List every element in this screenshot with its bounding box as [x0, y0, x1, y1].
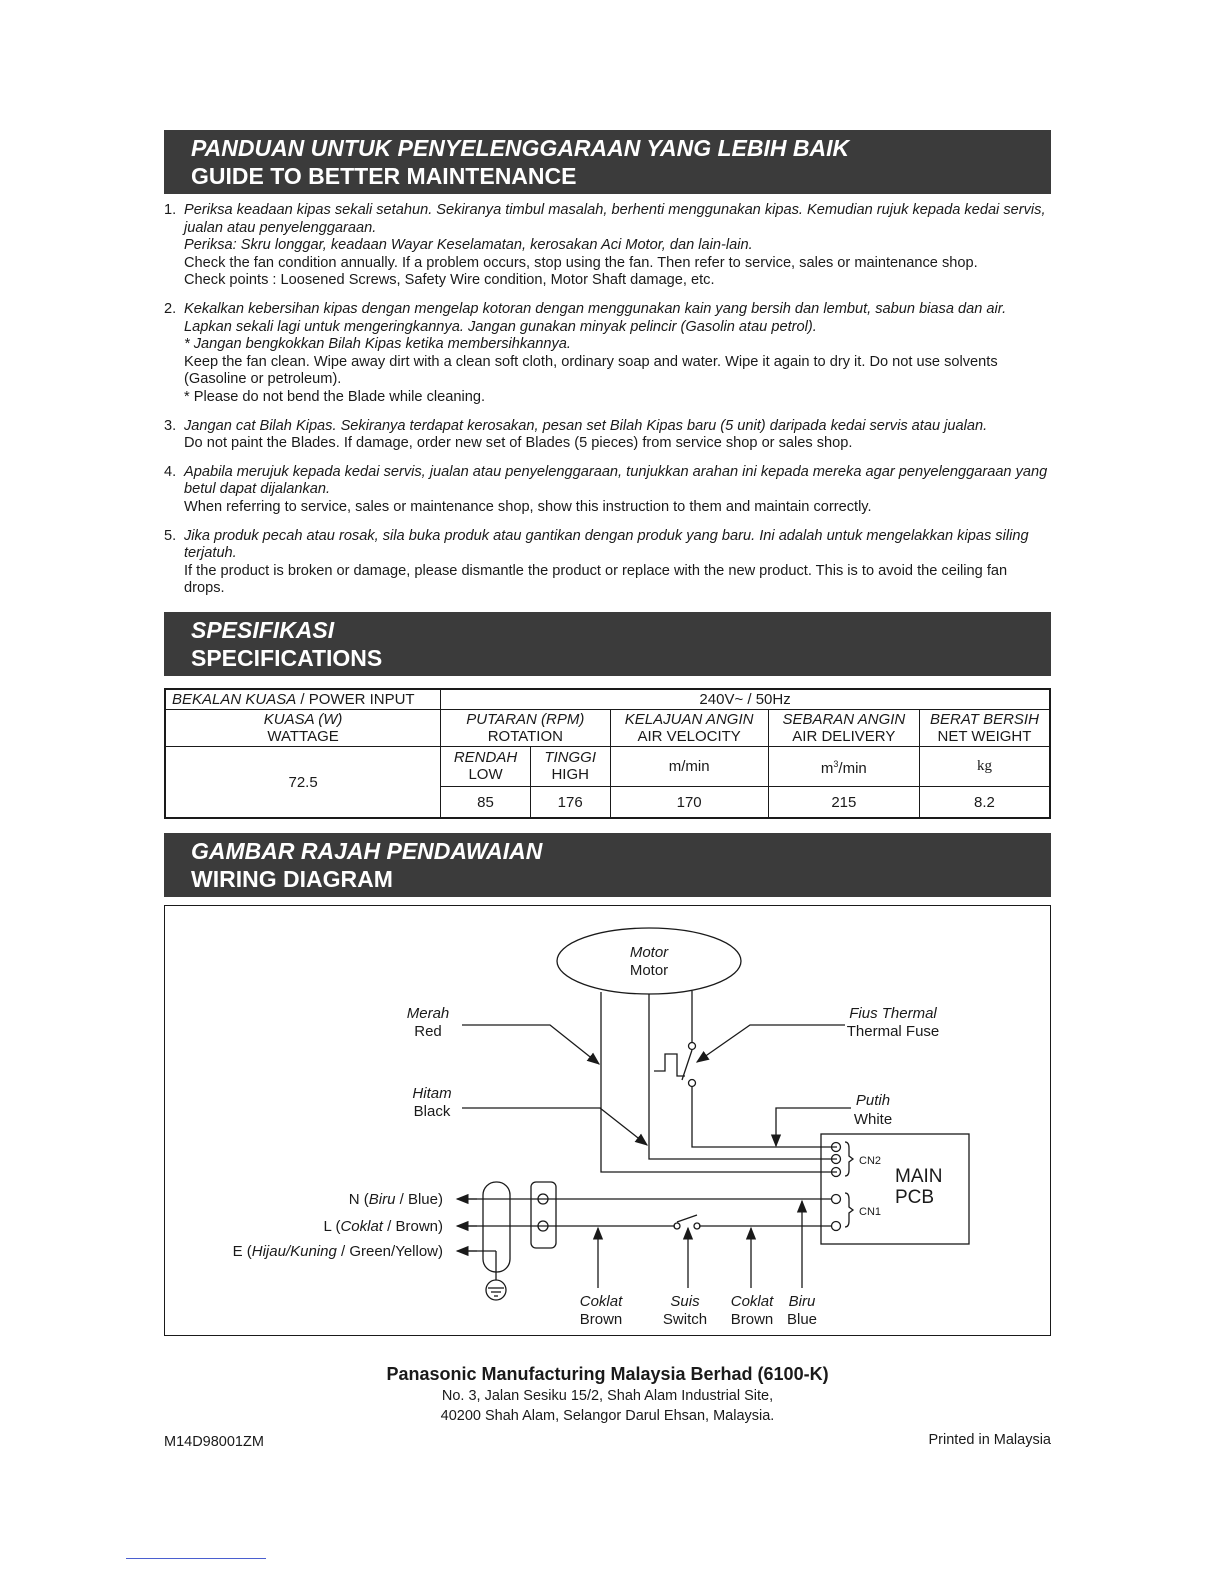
fuse-contact	[689, 1043, 696, 1050]
earth-symbol	[486, 1280, 506, 1300]
brown1-label-ms: Coklat	[579, 1293, 623, 1311]
wattage-value: 72.5	[165, 746, 441, 818]
black-label-ms: Hitam	[412, 1085, 452, 1103]
velocity-unit: m/min	[610, 746, 768, 786]
white-label-ms: Putih	[855, 1092, 891, 1110]
item-text-ms: Apabila merujuk kepada kedai servis, jualan atau penyelenggaraan, tunjukkan arahan ini kepada mereka agar penyelenggaraan yang betul dapat dijalankan.	[184, 463, 1048, 498]
item-number: 5.	[164, 527, 177, 544]
cn1-label: CN1	[859, 1206, 882, 1219]
manual-page	[164, 130, 1051, 1336]
red-leader	[462, 1025, 599, 1064]
white-leader	[776, 1108, 851, 1146]
table-row	[165, 709, 1050, 746]
company-name: Panasonic Manufacturing Malaysia Berhad (6100-K)	[386, 1364, 829, 1384]
item-text-en-2: * Please do not bend the Blade while cleaning.	[184, 388, 486, 405]
item-text-ms-2: * Jangan bengkokkan Bilah Kipas ketika membersihkannya.	[184, 336, 571, 353]
delivery-value: 215	[768, 786, 919, 818]
blue-label-ms: Biru	[788, 1293, 816, 1311]
velocity-value: 170	[610, 786, 768, 818]
switch-label-en: Switch	[662, 1311, 708, 1329]
motor-label-en: Motor	[629, 962, 669, 980]
switch-label-ms: Suis	[670, 1293, 700, 1311]
wiring-svg	[165, 906, 1050, 1335]
pcb-label-2: PCB	[895, 1187, 935, 1209]
cn2-label: CN2	[859, 1155, 882, 1168]
item-text-ms: Periksa keadaan kipas sekali setahun. Sekiranya timbul masalah, berhenti menggunakan kipas. Kemudian rujuk kepada kedai servis, jualan atau penyelenggaraan.	[184, 202, 1046, 236]
blue-label-en: Blue	[786, 1311, 818, 1329]
n-label: N (Biru / Blue)	[348, 1191, 443, 1209]
fuse-leader	[697, 1025, 845, 1062]
brown2-label-ms: Coklat	[730, 1293, 774, 1311]
pcb-label-1: MAIN	[895, 1166, 943, 1188]
specifications-table	[164, 688, 1051, 820]
fuse-wire-bottom	[692, 1086, 837, 1147]
e-label: E (Hijau/Kuning / Green/Yellow)	[232, 1243, 443, 1261]
cn1-brace	[845, 1193, 853, 1227]
low-header: RENDAH LOW	[441, 746, 531, 786]
red-label-ms: Merah	[406, 1005, 450, 1023]
maintenance-list	[164, 202, 1051, 598]
motor-label-ms: Motor	[629, 944, 669, 962]
item-text-ms: Jika produk pecah atau rosak, sila buka produk atau gantikan dengan produk yang baru. Ini adalah untuk mengelakkan kipas siling terjatuh.	[184, 527, 1029, 562]
low-value: 85	[441, 786, 531, 818]
maintenance-item	[164, 464, 1051, 517]
fuse-label-en: Thermal Fuse	[846, 1023, 940, 1041]
wiring-diagram	[164, 905, 1051, 1336]
weight-value: 8.2	[919, 786, 1050, 818]
maintenance-title-en: GUIDE TO BETTER MAINTENANCE	[191, 163, 577, 189]
brown2-label-en: Brown	[730, 1311, 774, 1329]
weight-unit: kg	[919, 746, 1050, 786]
black-leader	[462, 1108, 647, 1145]
table-row	[165, 746, 1050, 786]
maintenance-item	[164, 418, 1051, 453]
item-number: 3.	[164, 417, 177, 434]
wiring-title-ms: GAMBAR RAJAH PENDAWAIAN	[191, 838, 543, 865]
fuse-contact	[689, 1080, 696, 1087]
cn1-pin	[832, 1195, 841, 1204]
item-text-ms: Jangan cat Bilah Kipas. Sekiranya terdapat kerosakan, pesan set Bilah Kipas baru (5 unit) daripada kedai servis atau jualan.	[184, 417, 988, 434]
white-label-en: White	[853, 1111, 893, 1129]
high-value: 176	[530, 786, 610, 818]
weight-header: BERAT BERSIH NET WEIGHT	[919, 709, 1050, 746]
item-text-en: If the product is broken or damage, please dismantle the product or replace with the new product. This is to avoid the ceiling fan drops.	[184, 562, 1008, 597]
printed-in: Printed in Malaysia	[928, 1432, 1051, 1448]
table-row	[165, 689, 1050, 710]
red-wire	[601, 992, 837, 1172]
delivery-unit: $m^3/\min$	[768, 746, 919, 786]
fuse-bimetal	[654, 1054, 685, 1076]
item-number: 4.	[164, 463, 177, 480]
wiring-title-en: WIRING DIAGRAM	[191, 866, 393, 893]
wiring-header	[164, 833, 1051, 897]
wattage-header: KUASA (W) WATTAGE	[165, 709, 441, 746]
cn2-brace	[845, 1142, 853, 1176]
document-number: M14D98001ZM	[164, 1434, 264, 1450]
item-text-en: Check the fan condition annually. If a problem occurs, stop using the fan. Then refer to service, sales or maintenance shop.	[184, 254, 978, 271]
item-text-en: Keep the fan clean. Wipe away dirt with a clean soft cloth, ordinary soap and water. Wipe it again to dry it. Do not use solvents (Gasoline or petroleum).	[184, 353, 998, 388]
item-text-ms-2: Periksa: Skru longgar, keadaan Wayar Keselamatan, kerosakan Aci Motor, dan lain-lain.	[184, 237, 753, 254]
specifications-title-ms: SPESIFIKASI	[191, 616, 335, 643]
maintenance-item	[164, 301, 1051, 407]
maintenance-item	[164, 528, 1051, 598]
power-input-value: 240V~ / 50Hz	[441, 689, 1050, 710]
motor-ellipse	[557, 928, 741, 994]
brown1-label-en: Brown	[579, 1311, 623, 1329]
address-line-1: No. 3, Jalan Sesiku 15/2, Shah Alam Industrial Site,	[441, 1388, 774, 1404]
divider	[126, 1558, 266, 1559]
maintenance-title-ms: PANDUAN UNTUK PENYELENGGARAAN YANG LEBIH BAIK	[191, 135, 850, 161]
rotation-header: PUTARAN (RPM) ROTATION	[441, 709, 610, 746]
specifications-header	[164, 612, 1051, 676]
specifications-title-en: SPECIFICATIONS	[191, 644, 383, 671]
black-label-en: Black	[413, 1103, 451, 1121]
terminal-block	[531, 1182, 556, 1248]
item-text-en: Do not paint the Blades. If damage, order new set of Blades (5 pieces) from service shop or sales shop.	[184, 435, 853, 452]
switch-lever	[677, 1215, 697, 1222]
item-text-en-2: Check points : Loosened Screws, Safety Wire condition, Motor Shaft damage, etc.	[184, 272, 715, 289]
l-label: L (Coklat / Brown)	[323, 1218, 443, 1236]
item-number: 2.	[164, 300, 177, 317]
wiring-section	[164, 833, 1051, 1336]
item-text-en: When referring to service, sales or maintenance shop, show this instruction to them and maintain correctly.	[184, 498, 872, 515]
maintenance-item	[164, 202, 1051, 290]
item-number: 1.	[164, 202, 177, 218]
red-label-en: Red	[414, 1023, 442, 1041]
footer	[164, 1362, 1051, 1426]
specifications-section	[164, 612, 1051, 820]
delivery-header: SEBARAN ANGIN AIR DELIVERY	[768, 709, 919, 746]
cn1-pin	[832, 1222, 841, 1231]
fuse-label-ms: Fius Thermal	[849, 1005, 937, 1023]
velocity-header: KELAJUAN ANGIN AIR VELOCITY	[610, 709, 768, 746]
address-line-2: 40200 Shah Alam, Selangor Darul Ehsan, Malaysia.	[440, 1408, 775, 1424]
maintenance-header	[164, 130, 1051, 194]
high-header: TINGGI HIGH	[530, 746, 610, 786]
power-input-label: BEKALAN KUASA / POWER INPUT	[165, 689, 441, 710]
item-text-ms: Kekalkan kebersihan kipas dengan mengelap kotoran dengan menggunakan kain yang bersih dan lembut, sabun biasa dan air. Lapkan sekali lagi untuk mengeringkannya. Jangan gunakan minyak pelincir (Gasolin atau petrol).	[184, 300, 1007, 335]
